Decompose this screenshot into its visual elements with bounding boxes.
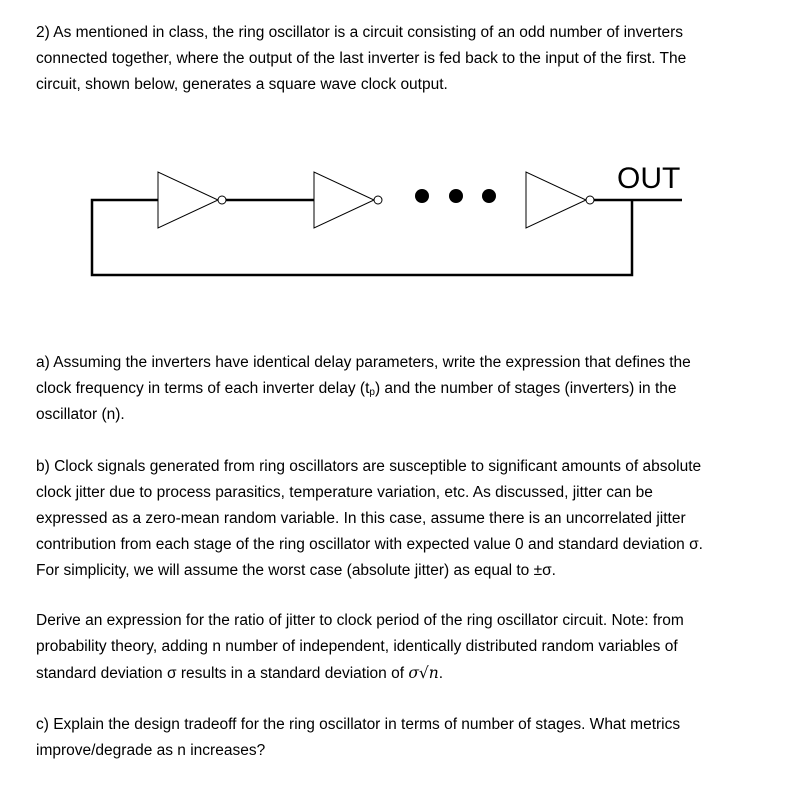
intro-paragraph (36, 20, 776, 98)
derive-text: . (438, 665, 444, 682)
part-a-text: clock frequency in terms of each inverter delay (t (36, 380, 370, 397)
derive-line: probability theory, adding n number of independent, identically distributed random variables of (36, 638, 678, 655)
part-a-text: ) and the number of stages (inverters) in the (374, 380, 677, 397)
inverter-2-bubble (374, 196, 382, 204)
ring-oscillator-diagram (0, 150, 806, 290)
ellipsis-dot (482, 189, 496, 203)
part-b-paragraph (36, 454, 776, 584)
part-c-paragraph (36, 712, 776, 764)
part-a-paragraph (36, 350, 776, 428)
inverter-n-triangle (526, 172, 586, 228)
derive-paragraph (36, 608, 776, 687)
derive-line (36, 660, 776, 687)
part-c-line: improve/degrade as n increases? (36, 742, 266, 759)
ellipsis-dot (449, 189, 463, 203)
part-a-line (36, 376, 776, 402)
ellipsis-dot (415, 189, 429, 203)
part-b-line: b) Clock signals generated from ring oscillators are susceptible to significant amounts of absolute (36, 458, 702, 475)
inverter-1-bubble (218, 196, 226, 204)
part-b-line: expressed as a zero-mean random variable. In this case, assume there is an uncorrelated jitter (36, 510, 686, 527)
sigma-sqrt-n-math: σ√n (408, 664, 439, 682)
intro-line: circuit, shown below, generates a square wave clock output. (36, 76, 448, 93)
part-b-line: clock jitter due to process parasitics, temperature variation, etc. As discussed, jitter can be (36, 484, 653, 501)
part-a-line: oscillator (n). (36, 406, 125, 423)
intro-line: connected together, where the output of the last inverter is fed back to the input of the first. The (36, 50, 687, 67)
derive-line: Derive an expression for the ratio of jitter to clock period of the ring oscillator circuit. Note: from (36, 612, 684, 629)
subscript-p: p (369, 387, 375, 398)
part-a-line: a) Assuming the inverters have identical delay parameters, write the expression that defines the (36, 354, 691, 371)
part-b-line: contribution from each stage of the ring oscillator with expected value 0 and standard deviation σ. (36, 536, 703, 553)
part-c-line: c) Explain the design tradeoff for the ring oscillator in terms of number of stages. What metrics (36, 716, 681, 733)
out-label: OUT (617, 162, 681, 195)
inverter-1-triangle (158, 172, 218, 228)
derive-text: standard deviation σ results in a standard deviation of (36, 665, 409, 682)
intro-line: 2) As mentioned in class, the ring oscillator is a circuit consisting of an odd number of inverters (36, 24, 684, 41)
inverter-2-triangle (314, 172, 374, 228)
part-b-line: For simplicity, we will assume the worst case (absolute jitter) as equal to ±σ. (36, 562, 556, 579)
inverter-n-bubble (586, 196, 594, 204)
